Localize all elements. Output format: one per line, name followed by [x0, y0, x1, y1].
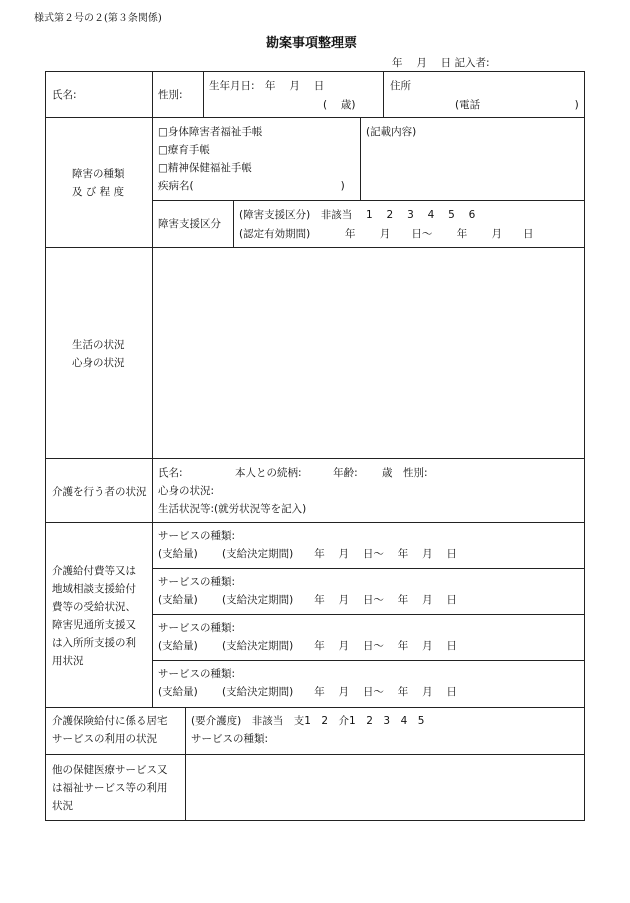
support-class-values: (障害支援区分) 非該当 1 2 3 4 5 6 — [239, 209, 476, 221]
caregiver-line-1: 氏名: 本人との続柄: 年齢: 歳 性別: — [158, 467, 428, 479]
benefits-label-1: 介護給付費等又は — [52, 565, 136, 577]
other-services-label-2: は福祉サービス等の利用 — [52, 782, 168, 794]
service-type-2: サービスの種類: — [158, 576, 236, 588]
notes-label: (記載内容) — [366, 126, 417, 138]
validity-period: (認定有効期間) 年 月 日〜 年 月 日 — [239, 228, 534, 240]
service-type-1: サービスの種類: — [158, 530, 236, 542]
living-status-label: 生活の状況 — [72, 339, 125, 351]
caregiver-section-label: 介護を行う者の状況 — [52, 486, 147, 498]
phone-label: (電話 ) — [455, 99, 579, 111]
service-type-4: サービスの種類: — [158, 668, 236, 680]
name-label: 氏名: — [52, 89, 77, 101]
other-services-field[interactable] — [186, 755, 584, 820]
disability-section-label-2: 及 び 程 度 — [72, 186, 125, 198]
birthdate-label: 生年月日: 年 月 日 — [209, 80, 325, 92]
service-detail-1: (支給量) (支給決定期間) 年 月 日〜 年 月 日 — [158, 548, 457, 560]
ltc-service-type: サービスの種類: — [191, 733, 269, 745]
caregiver-line-2: 心身の状況: — [158, 485, 215, 497]
living-status-field[interactable] — [153, 248, 584, 458]
ltc-label-1: 介護保険給付に係る居宅 — [52, 715, 168, 727]
care-level-line: (要介護度) 非該当 支1 2 介1 2 3 4 5 — [191, 715, 425, 727]
disease-name-field[interactable]: 疾病名( ) — [158, 180, 345, 192]
service-detail-2: (支給量) (支給決定期間) 年 月 日〜 年 月 日 — [158, 594, 457, 606]
service-detail-4: (支給量) (支給決定期間) 年 月 日〜 年 月 日 — [158, 686, 457, 698]
service-detail-3: (支給量) (支給決定期間) 年 月 日〜 年 月 日 — [158, 640, 457, 652]
page-title: 勘案事項整理票 — [266, 36, 358, 51]
sex-label: 性別: — [158, 89, 183, 101]
disability-section-label: 障害の種類 — [72, 168, 125, 180]
benefits-label-5: は入所所支援の利 — [52, 637, 136, 649]
rehabilitation-checkbox[interactable]: □療育手帳 — [158, 144, 210, 156]
other-services-label-3: 状況 — [52, 800, 73, 812]
age-label: ( 歳) — [323, 99, 356, 111]
caregiver-line-3: 生活状況等:(就労状況等を記入) — [158, 503, 307, 515]
support-class-label: 障害支援区分 — [158, 218, 221, 230]
form-number: 様式第２号の２(第３条関係) — [34, 13, 162, 24]
benefits-label-2: 地域相談支援給付 — [52, 583, 136, 595]
other-services-label-1: 他の保健医療サービス又 — [52, 764, 168, 776]
benefits-label-3: 費等の受給状況、 — [52, 601, 136, 613]
benefits-label-4: 障害児通所支援又 — [52, 619, 136, 631]
mental-physical-label: 心身の状況 — [72, 357, 125, 369]
benefits-label-6: 用状況 — [52, 655, 84, 667]
mental-health-checkbox[interactable]: □精神保健福祉手帳 — [158, 162, 252, 174]
ltc-label-2: サービスの利用の状況 — [52, 733, 157, 745]
physical-disability-checkbox[interactable]: □身体障害者福祉手帳 — [158, 126, 263, 138]
date-recorder-line: 年 月 日 記入者: — [392, 57, 490, 69]
address-label: 住所 — [390, 80, 411, 92]
service-type-3: サービスの種類: — [158, 622, 236, 634]
